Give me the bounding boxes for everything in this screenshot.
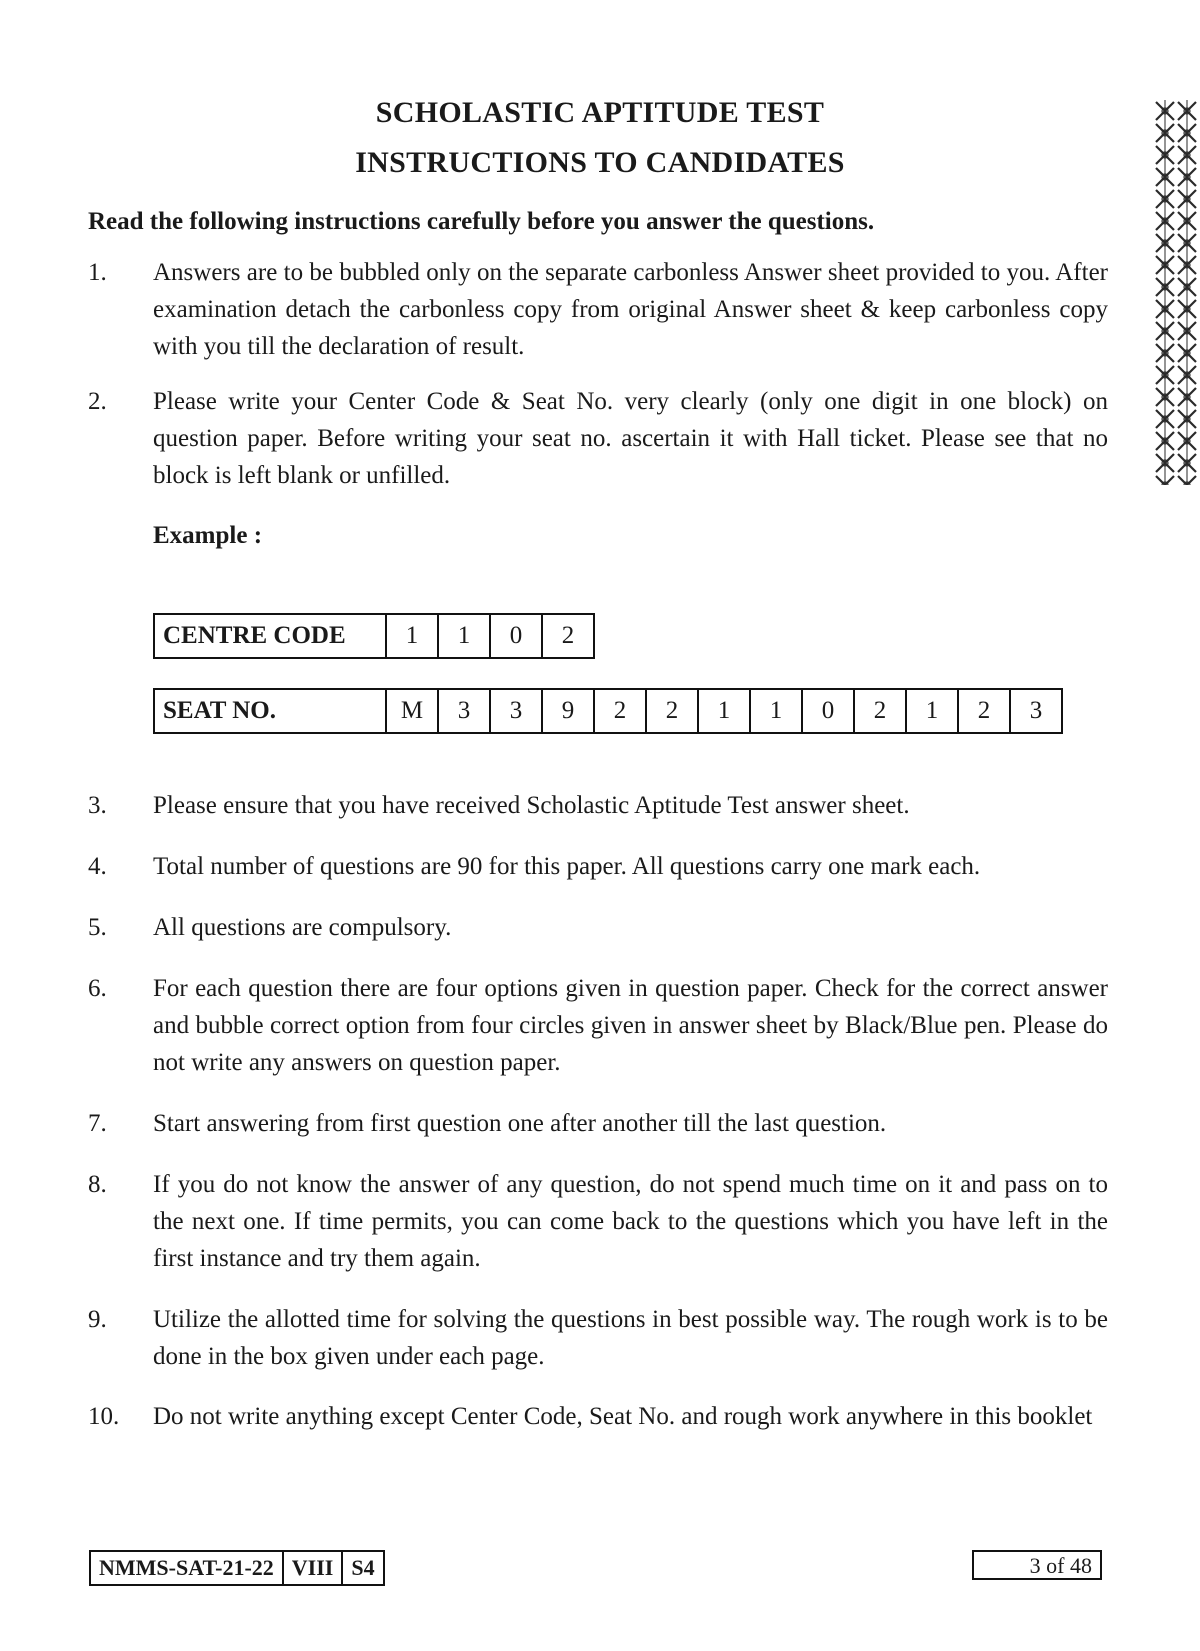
instruction-number: 7. (88, 1110, 107, 1137)
page-subtitle: INSTRUCTIONS TO CANDIDATES (355, 146, 845, 179)
instruction-number: 5. (88, 914, 107, 941)
instruction-item (88, 254, 1108, 365)
instruction-number: 3. (88, 792, 107, 819)
instruction-text: Total number of questions are 90 for this paper. All questions carry one mark each. (153, 853, 981, 880)
set-code: S4 (342, 1551, 383, 1585)
instruction-item (88, 1398, 1108, 1435)
instruction-number: 8. (88, 1171, 107, 1198)
standard: VIII (283, 1551, 343, 1585)
seat-no-digit: 3 (438, 689, 490, 733)
centre-code-label: CENTRE CODE (154, 614, 386, 658)
paper-code-box (89, 1550, 385, 1586)
instruction-text: Answers are to be bubbled only on the separate carbonless Answer sheet provided to you. After examination detach the carbonless copy from original Answer sheet & keep carbonless copy with you till the declaration of result. (153, 259, 1108, 360)
page-number: 3 of 48 (972, 1550, 1102, 1580)
instruction-number: 6. (88, 975, 107, 1002)
instruction-text: Utilize the allotted time for solving the questions in best possible way. The rough work is to be done in the box given under each page. (153, 1306, 1108, 1370)
instruction-item (88, 848, 1108, 885)
instruction-item (88, 909, 1108, 946)
instruction-item (88, 970, 1108, 1081)
instruction-text: Please ensure that you have received Scholastic Aptitude Test answer sheet. (153, 792, 910, 819)
instruction-text: All questions are compulsory. (153, 914, 452, 941)
seat-no-digit: 2 (958, 689, 1010, 733)
seat-no-digit: 1 (698, 689, 750, 733)
instruction-item (88, 1301, 1108, 1375)
centre-code-table (153, 613, 595, 659)
instruction-item (88, 1105, 1108, 1142)
instruction-text: Please write your Center Code & Seat No. very clearly (only one digit in one block) on question paper. Before writing your seat no. ascertain it with Hall ticket. Please see that no block is left blank or unfilled. (153, 388, 1108, 489)
seat-no-digit: 1 (750, 689, 802, 733)
instruction-text: Do not write anything except Center Code, Seat No. and rough work anywhere in this booklet (153, 1403, 1093, 1430)
centre-code-digit: 0 (490, 614, 542, 658)
instruction-text: Start answering from first question one after another till the last question. (153, 1110, 887, 1137)
instruction-text: For each question there are four options given in question paper. Check for the correct answer and bubble correct option from four circles given in answer sheet by Black/Blue pen. Please do not write any answers on question paper. (153, 975, 1108, 1076)
seat-no-digit: 2 (594, 689, 646, 733)
seat-no-digit: 3 (490, 689, 542, 733)
seat-no-digit: 0 (802, 689, 854, 733)
example-label: Example : (153, 522, 263, 549)
instruction-text: If you do not know the answer of any question, do not spend much time on it and pass on to the next one. If time permits, you can come back to the questions which you have left in the first instance and try them again. (153, 1171, 1108, 1272)
instruction-item (88, 1166, 1108, 1277)
paper-code: NMMS-SAT-21-22 (90, 1551, 283, 1585)
centre-code-digit: 1 (386, 614, 438, 658)
instruction-item (88, 383, 1108, 494)
seat-no-digit: 2 (646, 689, 698, 733)
seat-no-digit: 3 (1010, 689, 1062, 733)
page-title: SCHOLASTIC APTITUDE TEST (375, 96, 825, 129)
seat-no-digit: 1 (906, 689, 958, 733)
centre-code-digit: 2 (542, 614, 594, 658)
lead-instruction: Read the following instructions carefully before you answer the questions. (88, 208, 875, 235)
seat-no-digit: 2 (854, 689, 906, 733)
instruction-item (88, 787, 1108, 824)
decorative-pattern-icon (1154, 100, 1198, 485)
seat-no-label: SEAT NO. (154, 689, 386, 733)
decorative-border-strip (1154, 100, 1198, 485)
seat-no-digit: M (386, 689, 438, 733)
seat-no-digit: 9 (542, 689, 594, 733)
centre-code-digit: 1 (438, 614, 490, 658)
instruction-number: 2. (88, 388, 107, 415)
instruction-number: 10. (88, 1403, 120, 1430)
instruction-number: 4. (88, 853, 107, 880)
instruction-number: 1. (88, 259, 107, 286)
instruction-number: 9. (88, 1306, 107, 1333)
seat-no-table (153, 688, 1063, 734)
